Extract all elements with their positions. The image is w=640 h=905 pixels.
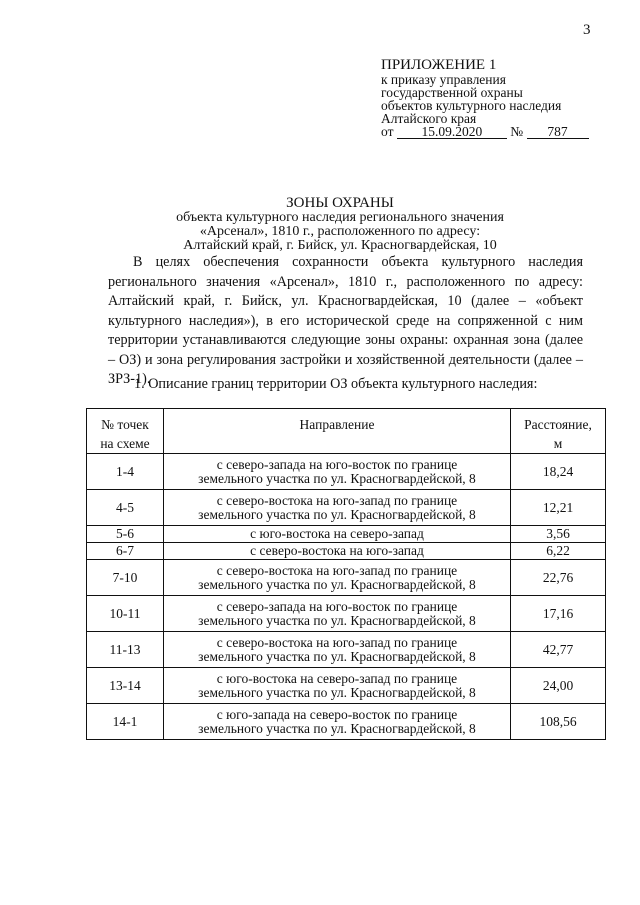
header-text: № точек (101, 417, 149, 432)
header-text: м (553, 436, 563, 451)
header-text: Расстояние, (524, 417, 592, 432)
direction-cell (164, 704, 511, 740)
direction-line: земельного участка по ул. Красногвардейской, 8 (198, 470, 476, 486)
distance-cell: 42,77 (511, 632, 606, 668)
header-text: на схеме (100, 436, 150, 451)
direction-cell (164, 543, 511, 560)
title-line: Алтайский край, г. Бийск, ул. Красногвардейская, 10 (183, 238, 497, 253)
appendix-line: Алтайского края (381, 111, 477, 126)
distance-cell: 6,22 (511, 543, 606, 560)
table-row (87, 704, 606, 740)
table-row (87, 632, 606, 668)
direction-cell (164, 490, 511, 526)
date-prefix: от (381, 124, 394, 139)
header-distance (511, 409, 606, 454)
table-row (87, 596, 606, 632)
direction-line: с юго-востока на северо-запад по границе (216, 670, 458, 686)
direction-line: земельного участка по ул. Красногвардейской, 8 (198, 648, 476, 664)
direction-cell (164, 632, 511, 668)
appendix-line: к приказу управления (381, 72, 506, 87)
point-number-cell: 6-7 (87, 543, 164, 560)
appendix-line: объектов культурного наследия (381, 98, 562, 113)
direction-line: с северо-востока на юго-запад по границе (216, 562, 458, 578)
table-row (87, 490, 606, 526)
header-point-number (87, 409, 164, 454)
point-number-cell: 13-14 (87, 668, 164, 704)
boundary-table (86, 408, 606, 740)
direction-line: земельного участка по ул. Красногвардейской, 8 (198, 684, 476, 700)
title-line: объекта культурного наследия регионального значения (176, 210, 504, 225)
direction-line: с северо-востока на юго-запад по границе (216, 492, 458, 508)
point-number-cell: 10-11 (87, 596, 164, 632)
direction-line: земельного участка по ул. Красногвардейской, 8 (198, 720, 476, 736)
direction-line: земельного участка по ул. Красногвардейской, 8 (198, 576, 476, 592)
table-row (87, 454, 606, 490)
distance-cell: 12,21 (511, 490, 606, 526)
table-header-row (87, 409, 606, 454)
direction-cell (164, 668, 511, 704)
point-number-cell: 11-13 (87, 632, 164, 668)
number-prefix: № (510, 124, 524, 139)
table-row (87, 526, 606, 543)
section-heading: 1. Описание границ территории ОЗ объекта культурного наследия: (134, 376, 538, 392)
document-title: ЗОНЫ ОХРАНЫ (286, 195, 394, 211)
distance-cell: 24,00 (511, 668, 606, 704)
table-row (87, 560, 606, 596)
point-number-cell: 4-5 (87, 490, 164, 526)
point-number-cell: 1-4 (87, 454, 164, 490)
table-row (87, 668, 606, 704)
appendix-block (381, 57, 621, 139)
direction-cell (164, 596, 511, 632)
direction-line: земельного участка по ул. Красногвардейской, 8 (198, 612, 476, 628)
direction-line: с северо-востока на юго-запад (250, 543, 424, 558)
direction-line: с северо-востока на юго-запад по границе (216, 634, 458, 650)
direction-line: земельного участка по ул. Красногвардейской, 8 (198, 506, 476, 522)
header-direction: Направление (164, 409, 511, 454)
direction-line: с северо-запада на юго-восток по границе (216, 598, 458, 614)
distance-cell: 3,56 (511, 526, 606, 543)
distance-cell: 18,24 (511, 454, 606, 490)
direction-cell (164, 526, 511, 543)
direction-cell (164, 454, 511, 490)
title-block (100, 195, 580, 253)
distance-cell: 22,76 (511, 560, 606, 596)
point-number-cell: 7-10 (87, 560, 164, 596)
point-number-cell: 14-1 (87, 704, 164, 740)
point-number-cell: 5-6 (87, 526, 164, 543)
title-line: «Арсенал», 1810 г., расположенного по адресу: (199, 224, 481, 239)
direction-line: с северо-запада на юго-восток по границе (216, 456, 458, 472)
order-date: 15.09.2020 (397, 125, 507, 139)
distance-cell: 108,56 (511, 704, 606, 740)
appendix-line: государственной охраны (381, 85, 523, 100)
distance-cell: 17,16 (511, 596, 606, 632)
appendix-date-line (381, 125, 621, 139)
table-row (87, 543, 606, 560)
intro-paragraph: В целях обеспечения сохранности объекта культурного наследия регионального значения «Арсенал», 1810 г., расположенного по адресу: Алтайский край, г. Бийск, ул. Красногвардейская, 10 (далее – «объект культурного наследия»), в его исторической среде на сопряженной с ним территории устанавливаются следующие зоны охраны: охранная зона (далее – ОЗ) и зона регулирования застройки и хозяйственной деятельности (далее – ЗРЗ-1). (108, 254, 583, 387)
order-number: 787 (527, 125, 589, 139)
page-number: 3 (583, 22, 591, 38)
direction-cell (164, 560, 511, 596)
direction-line: с юго-запада на северо-восток по границе (216, 706, 458, 722)
appendix-title: ПРИЛОЖЕНИЕ 1 (381, 57, 497, 73)
direction-line: с юго-востока на северо-запад (250, 526, 424, 541)
